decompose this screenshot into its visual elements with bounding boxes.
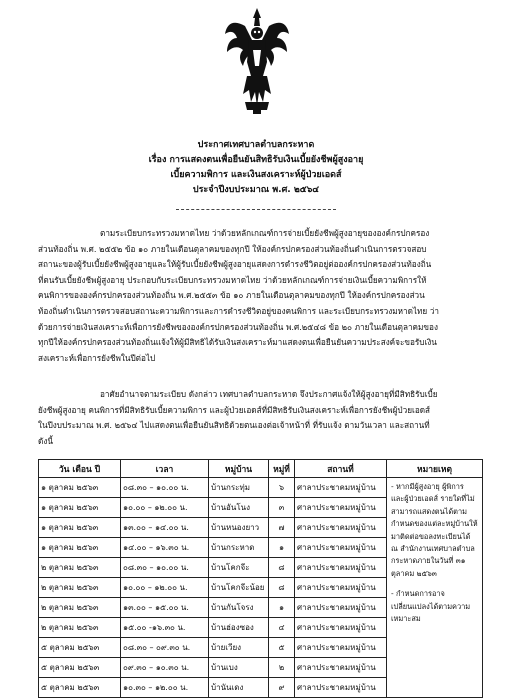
cell-place: ศาลาประชาคมหมู่บ้าน bbox=[295, 478, 387, 498]
title-line: เรื่อง การแสดงตนเพื่อยืนยันสิทธิรับเงินเบี้ยยังชีพผู้สูงอายุ bbox=[148, 155, 364, 165]
cell-time: ๑๐.๓๐ – ๑๒.๐๐ น. bbox=[121, 678, 209, 698]
remarks-cell bbox=[387, 478, 483, 698]
column-header-remarks: หมายเหตุ bbox=[387, 460, 483, 478]
title-line: เบี้ยความพิการ และเงินสงเคราะห์ผู้ป่วยเอดส์ bbox=[170, 170, 342, 180]
cell-date: ๕ ตุลาคม ๒๕๖๓ bbox=[39, 638, 121, 658]
cell-time: ๐๘.๓๐ – ๑๐.๐๐ น. bbox=[121, 478, 209, 498]
cell-village: บ้านกระทุ่ม bbox=[209, 478, 269, 498]
paragraph-line: ตามระเบียบกระทรวงมหาดไทย ว่าด้วยหลักเกณฑ์การจ่ายเบี้ยยังชีพผู้สูงอายุขององค์กรปกครอง bbox=[100, 228, 430, 238]
cell-village: บ้านโคกจีะน้อย bbox=[209, 578, 269, 598]
cell-village: บ้านกระหาด bbox=[209, 538, 269, 558]
cell-place: ศาลาประชาคมหมู่บ้าน bbox=[295, 658, 387, 678]
cell-village: บ้านันเดง bbox=[209, 678, 269, 698]
cell-time: ๐๙.๓๐ – ๑๐.๓๐ น. bbox=[121, 658, 209, 678]
paragraph-line: ยังชีพผู้สูงอายุ คนพิการที่มีสิทธิรับเบี้ยความพิการ และผู้ป่วยเอดส์ที่มีสิทธิรับเงินสงเคราะห์เพื่อการยังชีพผู้ป่วยเอดส์ bbox=[38, 404, 431, 415]
cell-time: ๑๐.๐๐ – ๑๒.๐๐ น. bbox=[121, 498, 209, 518]
cell-date: ๕ ตุลาคม ๒๕๖๓ bbox=[39, 658, 121, 678]
paragraph-line: ในปีงบประมาณ พ.ศ. ๒๕๖๔ ไปแสดงตนเพื่อยืนยันสิทธิด้วยตนเองต่อเจ้าหน้าที่ ที่รับแจ้ง ตามวันเวลา และสถานที่ bbox=[38, 420, 430, 431]
paragraph-line: ด้วยการจ่ายเงินสงเคราะห์เพื่อการยังชีพขององค์กรปกครองส่วนท้องถิ่น พ.ศ.๒๕๔๘ ข้อ ๒๐ ภายในเดือนตุลาคมของ bbox=[38, 321, 438, 332]
column-header-place: สถานที่ bbox=[295, 460, 387, 478]
paragraph-line: ท้องถิ่นดำเนินการตรวจสอบสถานะความพิการและการดำรงชีวิตอยู่ของคนพิการ และระเบียบกระทรวงมหาดไทย ว่า bbox=[38, 305, 440, 316]
paragraph-line: อาศัยอำนาจตามระเบียบ ดังกล่าว เทศบาลตำบลกระหาด จึงประกาศแจ้งให้ผู้สูงอายุที่มีสิทธิรับเบี้ย bbox=[100, 389, 438, 399]
paragraph-line: สงเคราะห์เพื่อการยังชีพในปีต่อไป bbox=[38, 352, 156, 363]
cell-place: ศาลาประชาคมหมู่บ้าน bbox=[295, 598, 387, 618]
paragraph-regulations bbox=[38, 226, 500, 366]
paragraph-notice bbox=[38, 387, 500, 449]
cell-date: ๑ ตุลาคม ๒๕๖๓ bbox=[39, 478, 121, 498]
cell-place: ศาลาประชาคมหมู่บ้าน bbox=[295, 498, 387, 518]
paragraph-line: ที่ตนรับเบี้ยยังชีพผู้สูงอายุ ประกอบกับระเบียบกระทรวงมหาดไทย ว่าด้วยหลักเกณฑ์การจ่ายเงินเบี้ยความพิการให้ bbox=[38, 274, 427, 285]
title-line: ประกาศเทศบาลตำบลกระหาด bbox=[197, 140, 315, 150]
cell-time: ๐๘.๓๐ – ๑๐.๐๐ น. bbox=[121, 558, 209, 578]
title-divider bbox=[176, 209, 336, 210]
cell-moo: ๒ bbox=[269, 658, 295, 678]
title-line: ประจำปีงบประมาณ พ.ศ. ๒๕๖๔ bbox=[192, 185, 320, 195]
cell-moo: ๕ bbox=[269, 638, 295, 658]
cell-place: ศาลาประชาคมหมู่บ้าน bbox=[295, 578, 387, 598]
cell-date: ๒ ตุลาคม ๒๕๖๓ bbox=[39, 558, 121, 578]
cell-date: ๑ ตุลาคม ๒๕๖๓ bbox=[39, 518, 121, 538]
paragraph-line: คนพิการขององค์กรปกครองส่วนท้องถิ่น พ.ศ.๒๕๕๓ ข้อ ๑๐ ภายในเดือนตุลาคมของทุกปี ให้องค์กรปกครองส่วน bbox=[38, 290, 425, 301]
cell-moo: ๑ bbox=[269, 598, 295, 618]
cell-village: บ้านกันโจรง bbox=[209, 598, 269, 618]
cell-place: ศาลาประชาคมหมู่บ้าน bbox=[295, 638, 387, 658]
cell-date: ๒ ตุลาคม ๒๕๖๓ bbox=[39, 618, 121, 638]
cell-time: ๑๐.๐๐ – ๑๒.๐๐ น. bbox=[121, 578, 209, 598]
cell-moo: ๗ bbox=[269, 518, 295, 538]
garuda-emblem-icon bbox=[223, 6, 291, 116]
column-header-time: เวลา bbox=[121, 460, 209, 478]
cell-moo: ๓ bbox=[269, 498, 295, 518]
announcement-title bbox=[0, 138, 512, 198]
cell-village: บ้านโคกจีะ bbox=[209, 558, 269, 578]
cell-place: ศาลาประชาคมหมู่บ้าน bbox=[295, 518, 387, 538]
cell-village: บ้านหนองยาว bbox=[209, 518, 269, 538]
cell-place: ศาลาประชาคมหมู่บ้าน bbox=[295, 538, 387, 558]
cell-date: ๑ ตุลาคม ๒๕๖๓ bbox=[39, 538, 121, 558]
remark-item: - หากมีผู้สูงอายุ ผู้พิการ และผู้ป่วยเอดส์ รายใดที่ไม่สามารถแสดงตนได้ตามกำหนดของแต่ละหมู่บ้านให้มาติดต่อขอลงทะเบียนได้ ณ สำนักงานเทศบาลตำบลกระหาดภายในวันที่ ๓๑ ตุลาคม ๒๕๖๓ bbox=[391, 482, 478, 578]
column-header-date: วัน เดือน ปี bbox=[39, 460, 121, 478]
cell-time: ๑๔.๐๐ – ๑๖.๓๐ น. bbox=[121, 538, 209, 558]
column-header-moo: หมู่ที่ bbox=[269, 460, 295, 478]
cell-village: บ้านอันโนง bbox=[209, 498, 269, 518]
cell-moo: ๘ bbox=[269, 558, 295, 578]
cell-moo: ๙ bbox=[269, 678, 295, 698]
paragraph-line: ส่วนท้องถิ่น พ.ศ. ๒๕๕๒ ข้อ ๑๐ ภายในเดือนตุลาคมของทุกปี ให้องค์กรปกครองส่วนท้องถิ่นดำเนินการตรวจสอบ bbox=[38, 243, 427, 254]
table-header-row bbox=[39, 460, 483, 478]
paragraph-line: สถานะของผู้รับเบี้ยยังชีพผู้สูงอายุและให้ผู้รับเบี้ยยังชีพผู้สูงอายุแสดงการดำรงชีวิตอยู่ต่อองค์กรปกครองส่วนท้องถิ่น bbox=[38, 259, 432, 270]
cell-date: ๑ ตุลาคม ๒๕๖๓ bbox=[39, 498, 121, 518]
cell-moo: ๘ bbox=[269, 578, 295, 598]
schedule-table bbox=[38, 459, 483, 698]
cell-moo: ๖ bbox=[269, 478, 295, 498]
column-header-village: หมู่บ้าน bbox=[209, 460, 269, 478]
cell-village: บ้ายเวียง bbox=[209, 638, 269, 658]
cell-time: ๑๓.๐๐ – ๑๕.๐๐ น. bbox=[121, 598, 209, 618]
cell-time: ๑๕.๐๐ -๑๖.๓๐ น. bbox=[121, 618, 209, 638]
cell-village: บ้านฮ่องซอง bbox=[209, 618, 269, 638]
cell-time: ๐๘.๓๐ – ๐๙.๓๐ น. bbox=[121, 638, 209, 658]
cell-time: ๑๓.๐๐ – ๑๔.๐๐ น. bbox=[121, 518, 209, 538]
cell-place: ศาลาประชาคมหมู่บ้าน bbox=[295, 558, 387, 578]
cell-village: บ้านเบง bbox=[209, 658, 269, 678]
cell-place: ศาลาประชาคมหมู่บ้าน bbox=[295, 678, 387, 698]
cell-date: ๒ ตุลาคม ๒๕๖๓ bbox=[39, 598, 121, 618]
table-row bbox=[39, 478, 483, 498]
cell-date: ๕ ตุลาคม ๒๕๖๓ bbox=[39, 678, 121, 698]
paragraph-line: ทุกปีให้องค์กรปกครองส่วนท้องถิ่นแจ้งให้ผู้มีสิทธิได้รับเงินสงเคราะห์มาแสดงตนเพื่อยืนยันความประสงค์จะขอรับเงิน bbox=[38, 337, 437, 348]
cell-moo: ๔ bbox=[269, 618, 295, 638]
cell-place: ศาลาประชาคมหมู่บ้าน bbox=[295, 618, 387, 638]
remark-item: - กำหนดการอาจเปลี่ยนแปลงได้ตามความเหมาะสม bbox=[391, 589, 471, 624]
cell-date: ๒ ตุลาคม ๒๕๖๓ bbox=[39, 578, 121, 598]
cell-moo: ๑ bbox=[269, 538, 295, 558]
paragraph-line: ดังนี้ bbox=[38, 435, 53, 446]
